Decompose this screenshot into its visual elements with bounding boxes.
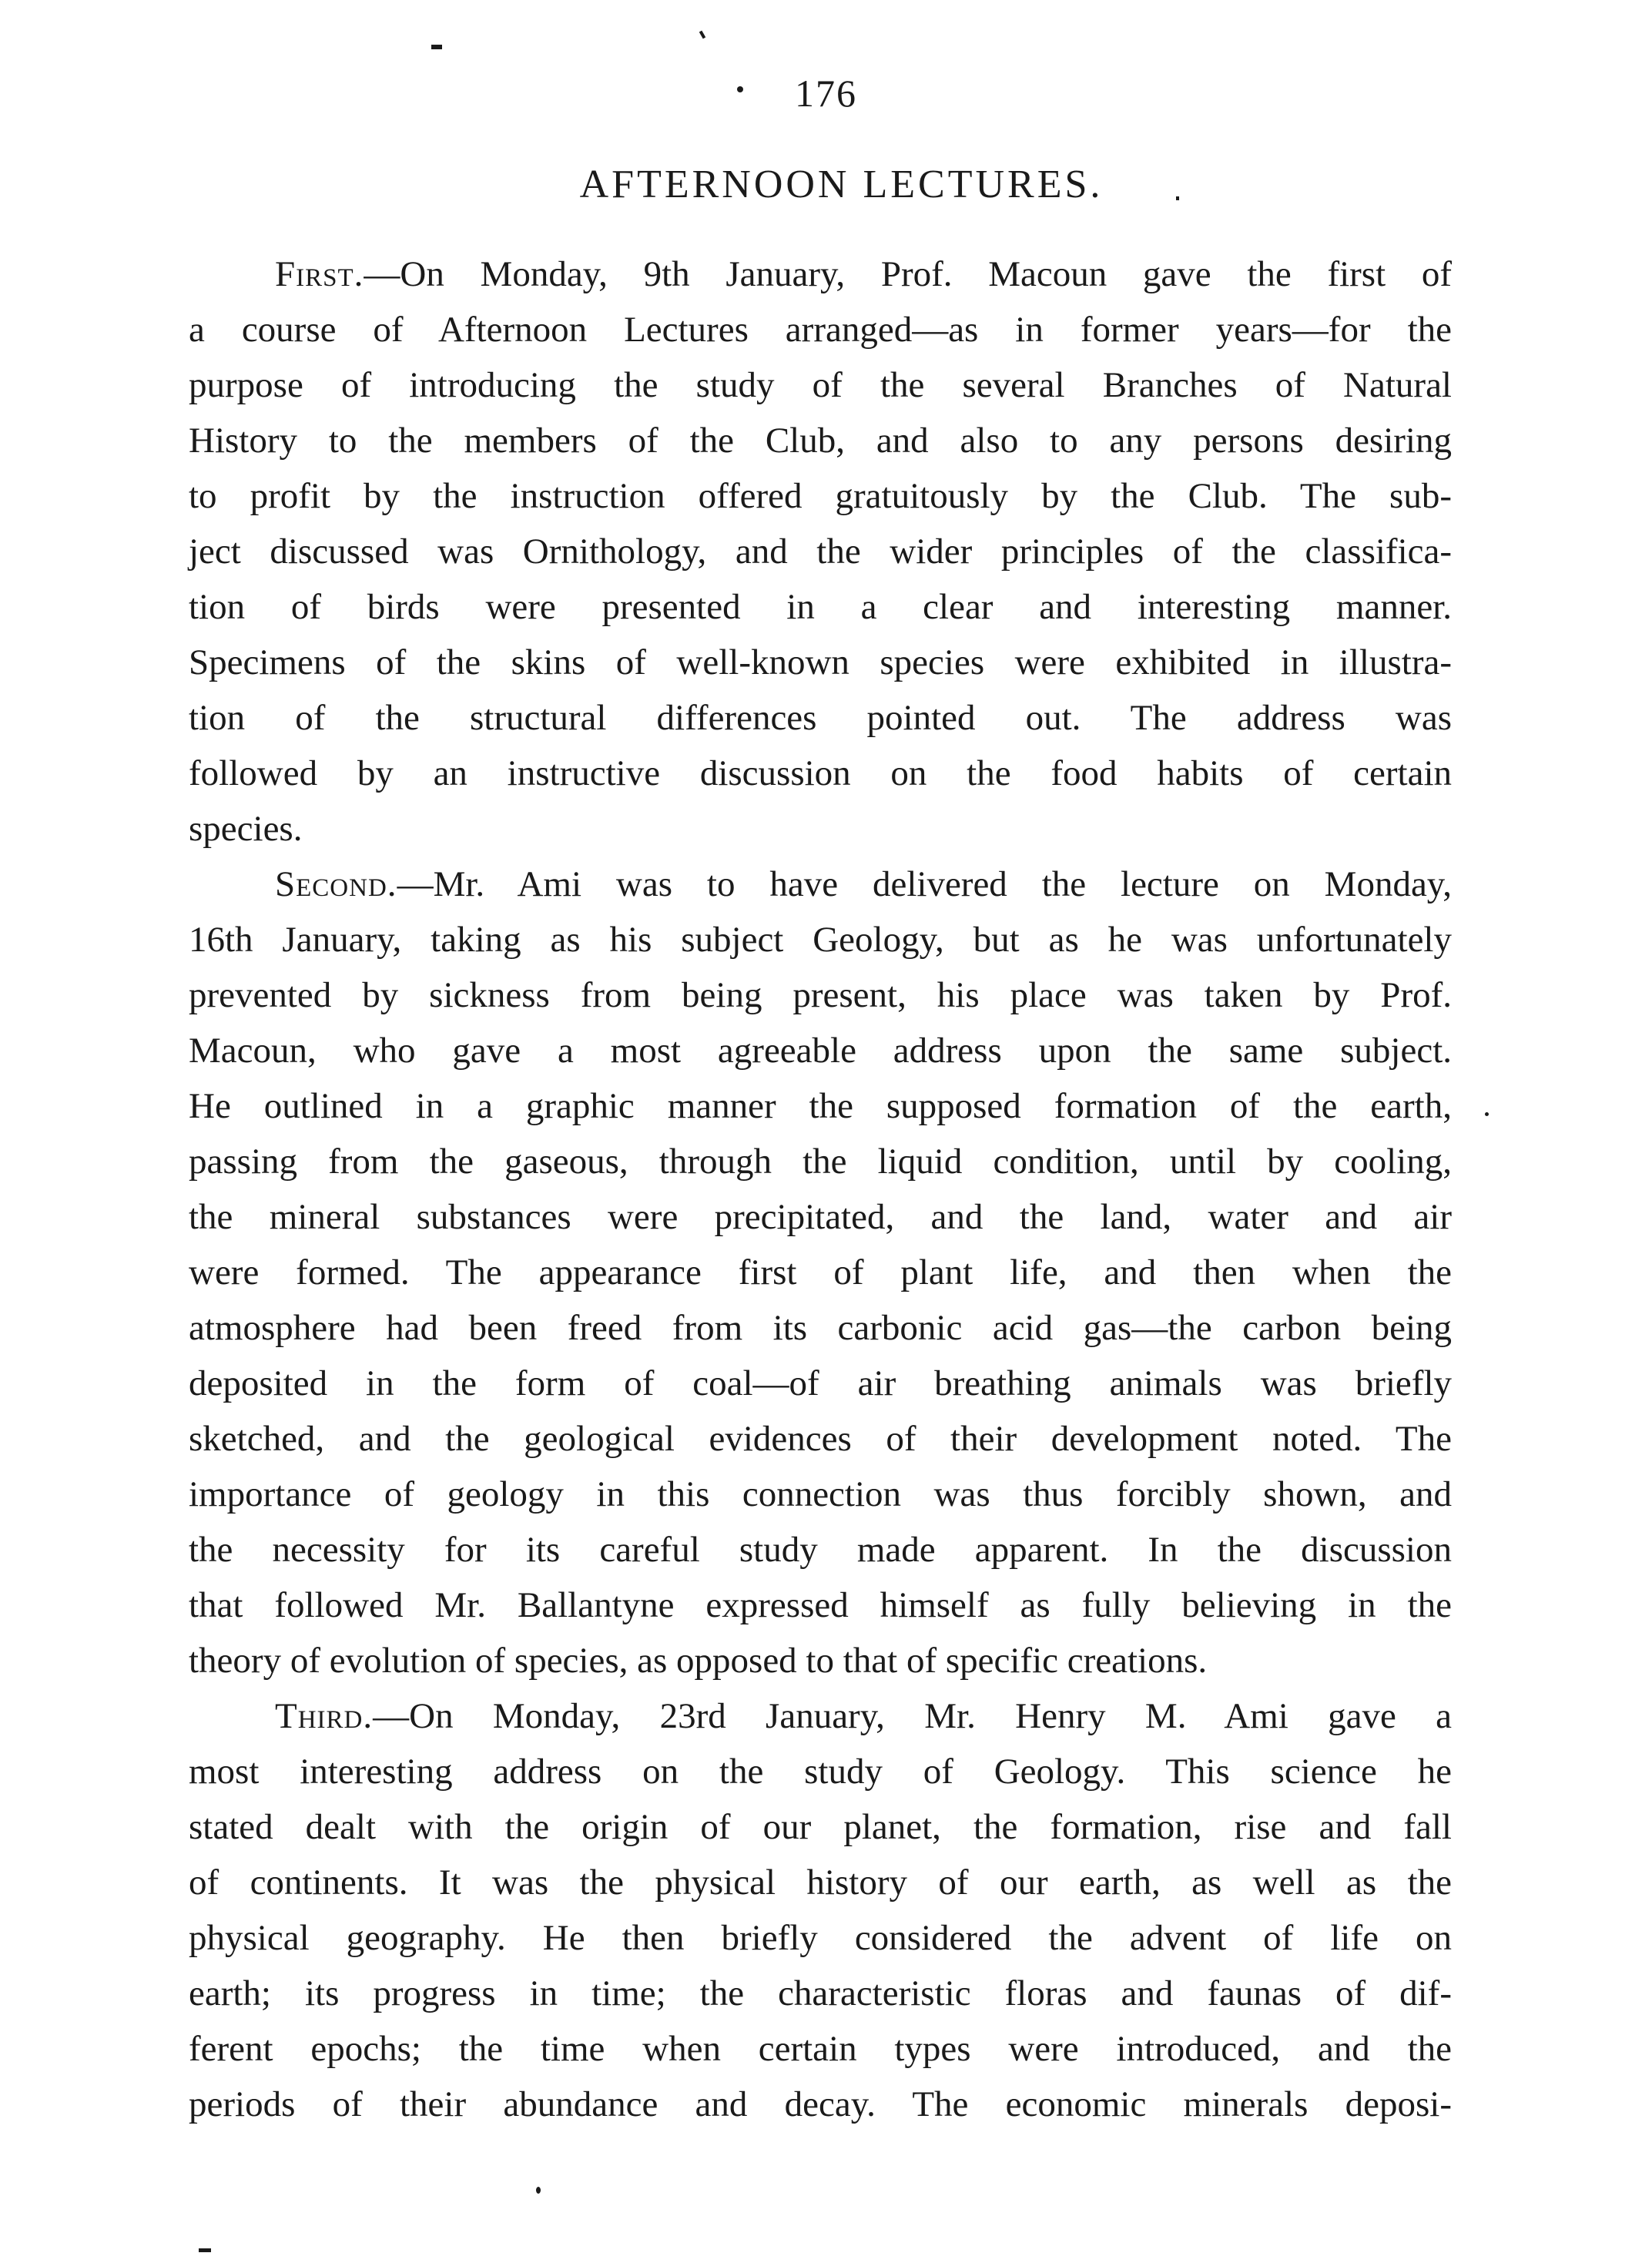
text-line: were formed. The appearance first of plant life, and then when the — [189, 1252, 1452, 1292]
text-line: —On Monday, 23rd January, Mr. Henry M. Ami gave a — [373, 1696, 1452, 1736]
text-line: atmosphere had been freed from its carbonic acid gas—the carbon being — [189, 1308, 1452, 1348]
paragraph-second-label: Second. — [275, 864, 397, 904]
text-line: species. — [189, 809, 303, 849]
text-line: —On Monday, 9th January, Prof. Macoun gave the first of — [364, 254, 1452, 294]
text-line: sketched, and the geological evidences of their development noted. The — [189, 1419, 1452, 1459]
text-line: ferent epochs; the time when certain types were introduced, and the — [189, 2029, 1452, 2069]
scan-speck — [699, 31, 705, 39]
scan-speck — [737, 86, 743, 92]
scan-speck — [431, 45, 442, 49]
text-line: to profit by the instruction offered gratuitously by the Club. The sub- — [189, 476, 1452, 516]
paragraph-first-line-1 — [275, 246, 1452, 302]
text-line: the necessity for its careful study made apparent. In the discussion — [189, 1530, 1452, 1570]
paragraph-second-line-1 — [275, 857, 1452, 912]
text-line: passing from the gaseous, through the liquid condition, until by cooling, — [189, 1142, 1452, 1182]
text-line: 16th January, taking as his subject Geology, but as he was unfortunately — [189, 920, 1452, 960]
text-line: physical geography. He then briefly considered the advent of life on — [189, 1918, 1452, 1958]
text-line: the mineral substances were precipitated, and the land, water and air — [189, 1197, 1452, 1237]
text-line: ject discussed was Ornithology, and the wider principles of the classifica- — [189, 531, 1452, 572]
text-line: purpose of introducing the study of the several Branches of Natural — [189, 365, 1452, 405]
page-number-text: 176 — [795, 72, 857, 115]
text-line: History to the members of the Club, and also to any persons desiring — [189, 421, 1452, 461]
text-line: He outlined in a graphic manner the supposed formation of the earth, — [189, 1086, 1452, 1126]
section-heading: AFTERNOON LECTURES. — [579, 163, 1104, 206]
text-line: Macoun, who gave a most agreeable address upon the same subject. — [189, 1031, 1452, 1071]
scan-speck — [1485, 1112, 1489, 1116]
text-line: periods of their abundance and decay. The economic minerals deposi- — [189, 2084, 1452, 2124]
scan-speck — [536, 2187, 541, 2194]
text-line: stated dealt with the origin of our planet, the formation, rise and fall — [189, 1807, 1452, 1847]
text-line: —Mr. Ami was to have delivered the lecture on Monday, — [397, 864, 1452, 904]
paragraph-third-label: Third. — [275, 1696, 374, 1736]
text-line: tion of birds were presented in a clear and interesting manner. — [189, 587, 1452, 627]
scan-speck — [199, 2248, 211, 2252]
text-line: of continents. It was the physical history of our earth, as well as the — [189, 1862, 1452, 1903]
text-line: importance of geology in this connection was thus forcibly shown, and — [189, 1474, 1452, 1514]
page-number — [0, 71, 1652, 116]
text-line: earth; its progress in time; the characteristic floras and faunas of dif- — [189, 1973, 1452, 2013]
text-line: prevented by sickness from being present, his place was taken by Prof. — [189, 975, 1452, 1015]
text-line: tion of the structural differences pointed out. The address was — [189, 698, 1452, 738]
paragraph-third-line-1 — [275, 1688, 1452, 1744]
text-line: that followed Mr. Ballantyne expressed himself as fully believing in the — [189, 1585, 1452, 1625]
paragraph-first-label: First. — [275, 254, 364, 294]
text-line: deposited in the form of coal—of air breathing animals was briefly — [189, 1363, 1452, 1403]
text-line: most interesting address on the study of Geology. This science he — [189, 1752, 1452, 1792]
text-line: followed by an instructive discussion on the food habits of certain — [189, 753, 1452, 793]
text-line: a course of Afternoon Lectures arranged—as in former years—for the — [189, 310, 1452, 350]
text-line: Specimens of the skins of well-known species were exhibited in illustra- — [189, 642, 1452, 682]
text-line: theory of evolution of species, as opposed to that of specific creations. — [189, 1641, 1208, 1681]
